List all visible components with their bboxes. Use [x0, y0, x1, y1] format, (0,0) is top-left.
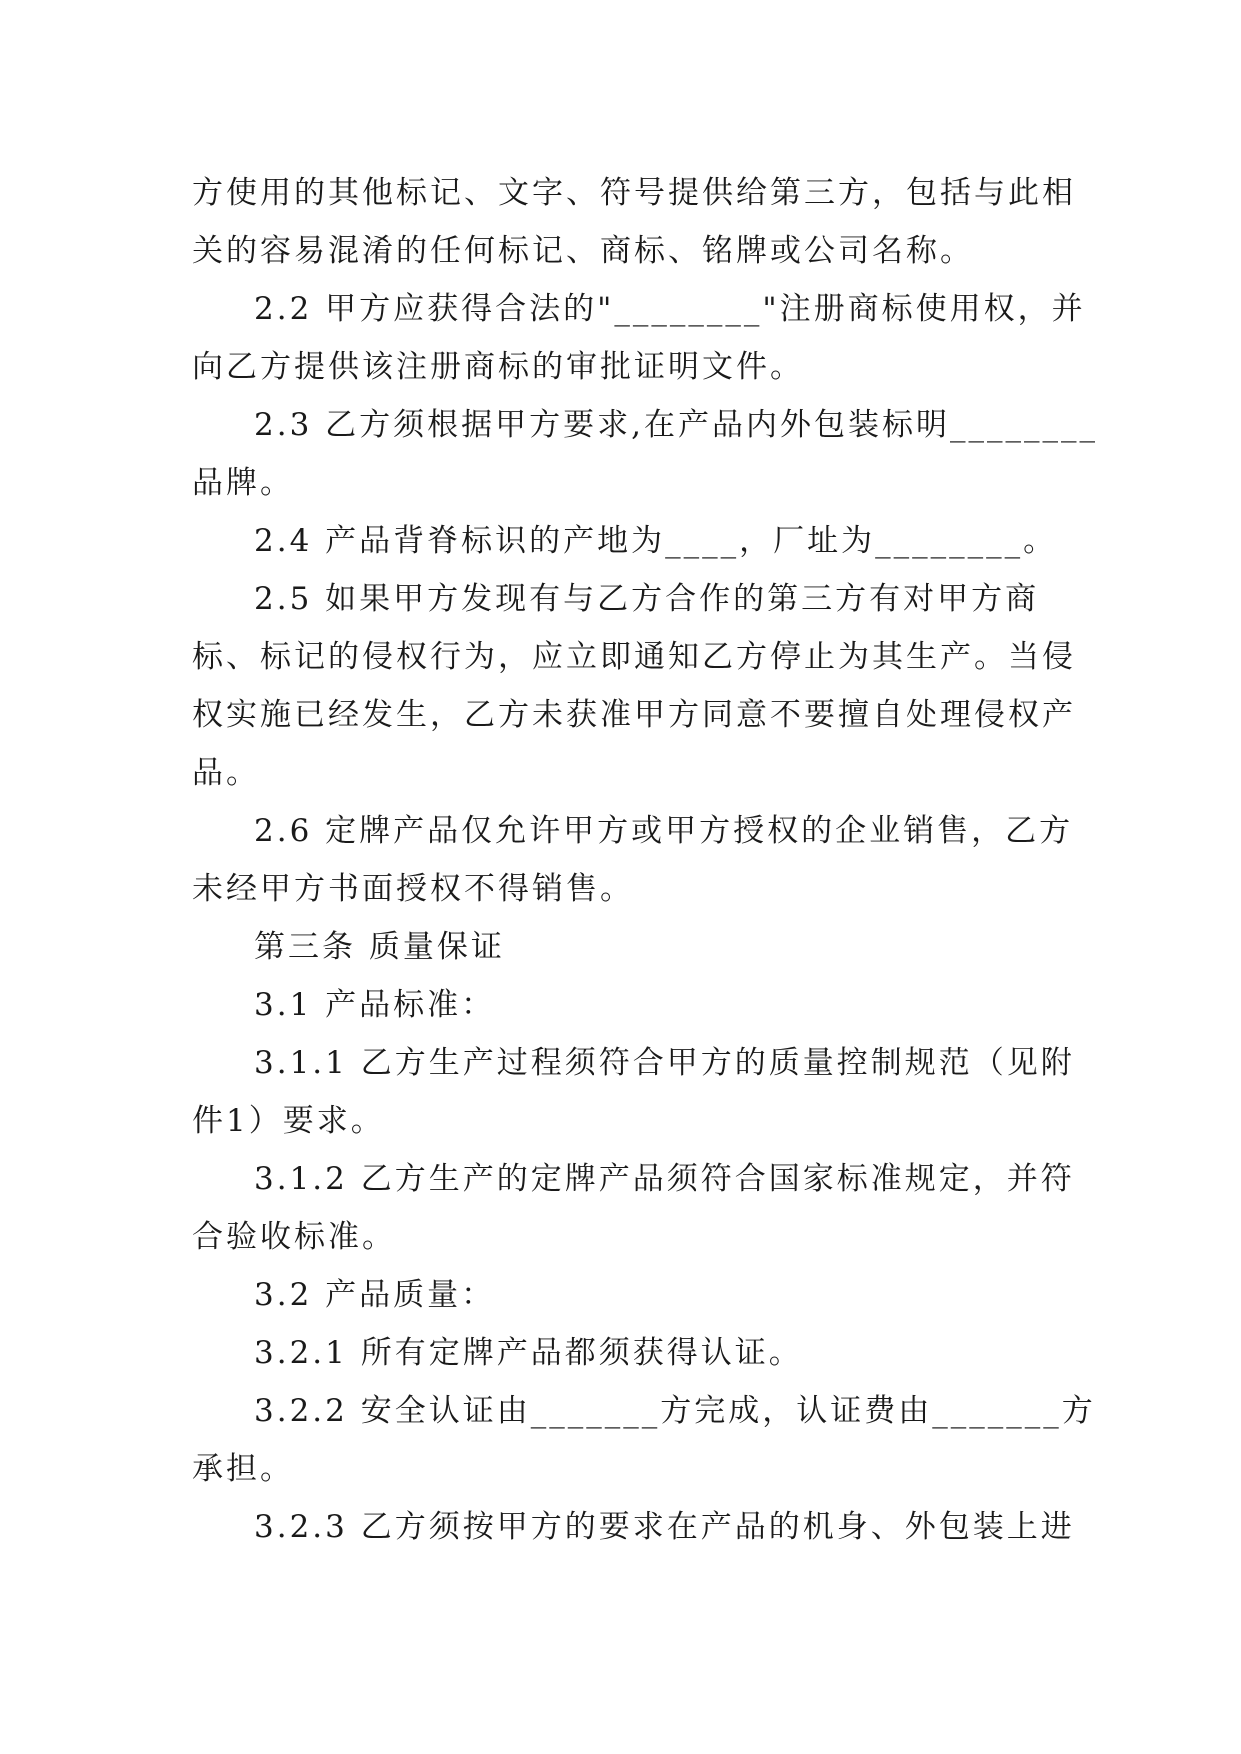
clause-3-1-1-line: 3.1.1 乙方生产过程须符合甲方的质量控制规范（见附 [254, 1045, 1075, 1081]
clause-2-2-line: 2.2 甲方应获得合法的"________"注册商标使用权，并 [254, 291, 1086, 327]
clause-3-2-1-line: 3.2.1 所有定牌产品都须获得认证。 [254, 1335, 803, 1371]
paragraph-line: 品。 [192, 755, 260, 791]
article-3-heading: 第三条 质量保证 [254, 929, 505, 965]
clause-3-1-line: 3.1 产品标准： [254, 987, 496, 1023]
paragraph-line: 件1）要求。 [192, 1103, 385, 1139]
paragraph-line: 标、标记的侵权行为，应立即通知乙方停止为其生产。当侵 [192, 639, 1076, 675]
clause-2-4-line: 2.4 产品背脊标识的产地为____，厂址为________。 [254, 523, 1058, 559]
paragraph-line: 向乙方提供该注册商标的审批证明文件。 [192, 349, 804, 385]
paragraph-line: 方使用的其他标记、文字、符号提供给第三方，包括与此相 [192, 175, 1076, 211]
paragraph-line: 品牌。 [192, 465, 294, 501]
clause-3-2-3-line: 3.2.3 乙方须按甲方的要求在产品的机身、外包装上进 [254, 1509, 1075, 1545]
clause-3-2-2-line: 3.2.2 安全认证由_______方完成，认证费由_______方 [254, 1393, 1096, 1429]
clause-2-3-line: 2.3 乙方须根据甲方要求,在产品内外包装标明________ [254, 407, 1099, 443]
paragraph-line: 权实施已经发生，乙方未获准甲方同意不要擅自处理侵权产 [192, 697, 1076, 733]
paragraph-line: 未经甲方书面授权不得销售。 [192, 871, 634, 907]
clause-2-5-line: 2.5 如果甲方发现有与乙方合作的第三方有对甲方商 [254, 581, 1040, 617]
paragraph-line: 承担。 [192, 1451, 294, 1487]
clause-3-2-line: 3.2 产品质量： [254, 1277, 496, 1313]
clause-2-6-line: 2.6 定牌产品仅允许甲方或甲方授权的企业销售，乙方 [254, 813, 1074, 849]
document-body [192, 164, 1099, 1556]
clause-3-1-2-line: 3.1.2 乙方生产的定牌产品须符合国家标准规定，并符 [254, 1161, 1075, 1197]
paragraph-line: 关的容易混淆的任何标记、商标、铭牌或公司名称。 [192, 233, 974, 269]
paragraph-line: 合验收标准。 [192, 1219, 396, 1255]
